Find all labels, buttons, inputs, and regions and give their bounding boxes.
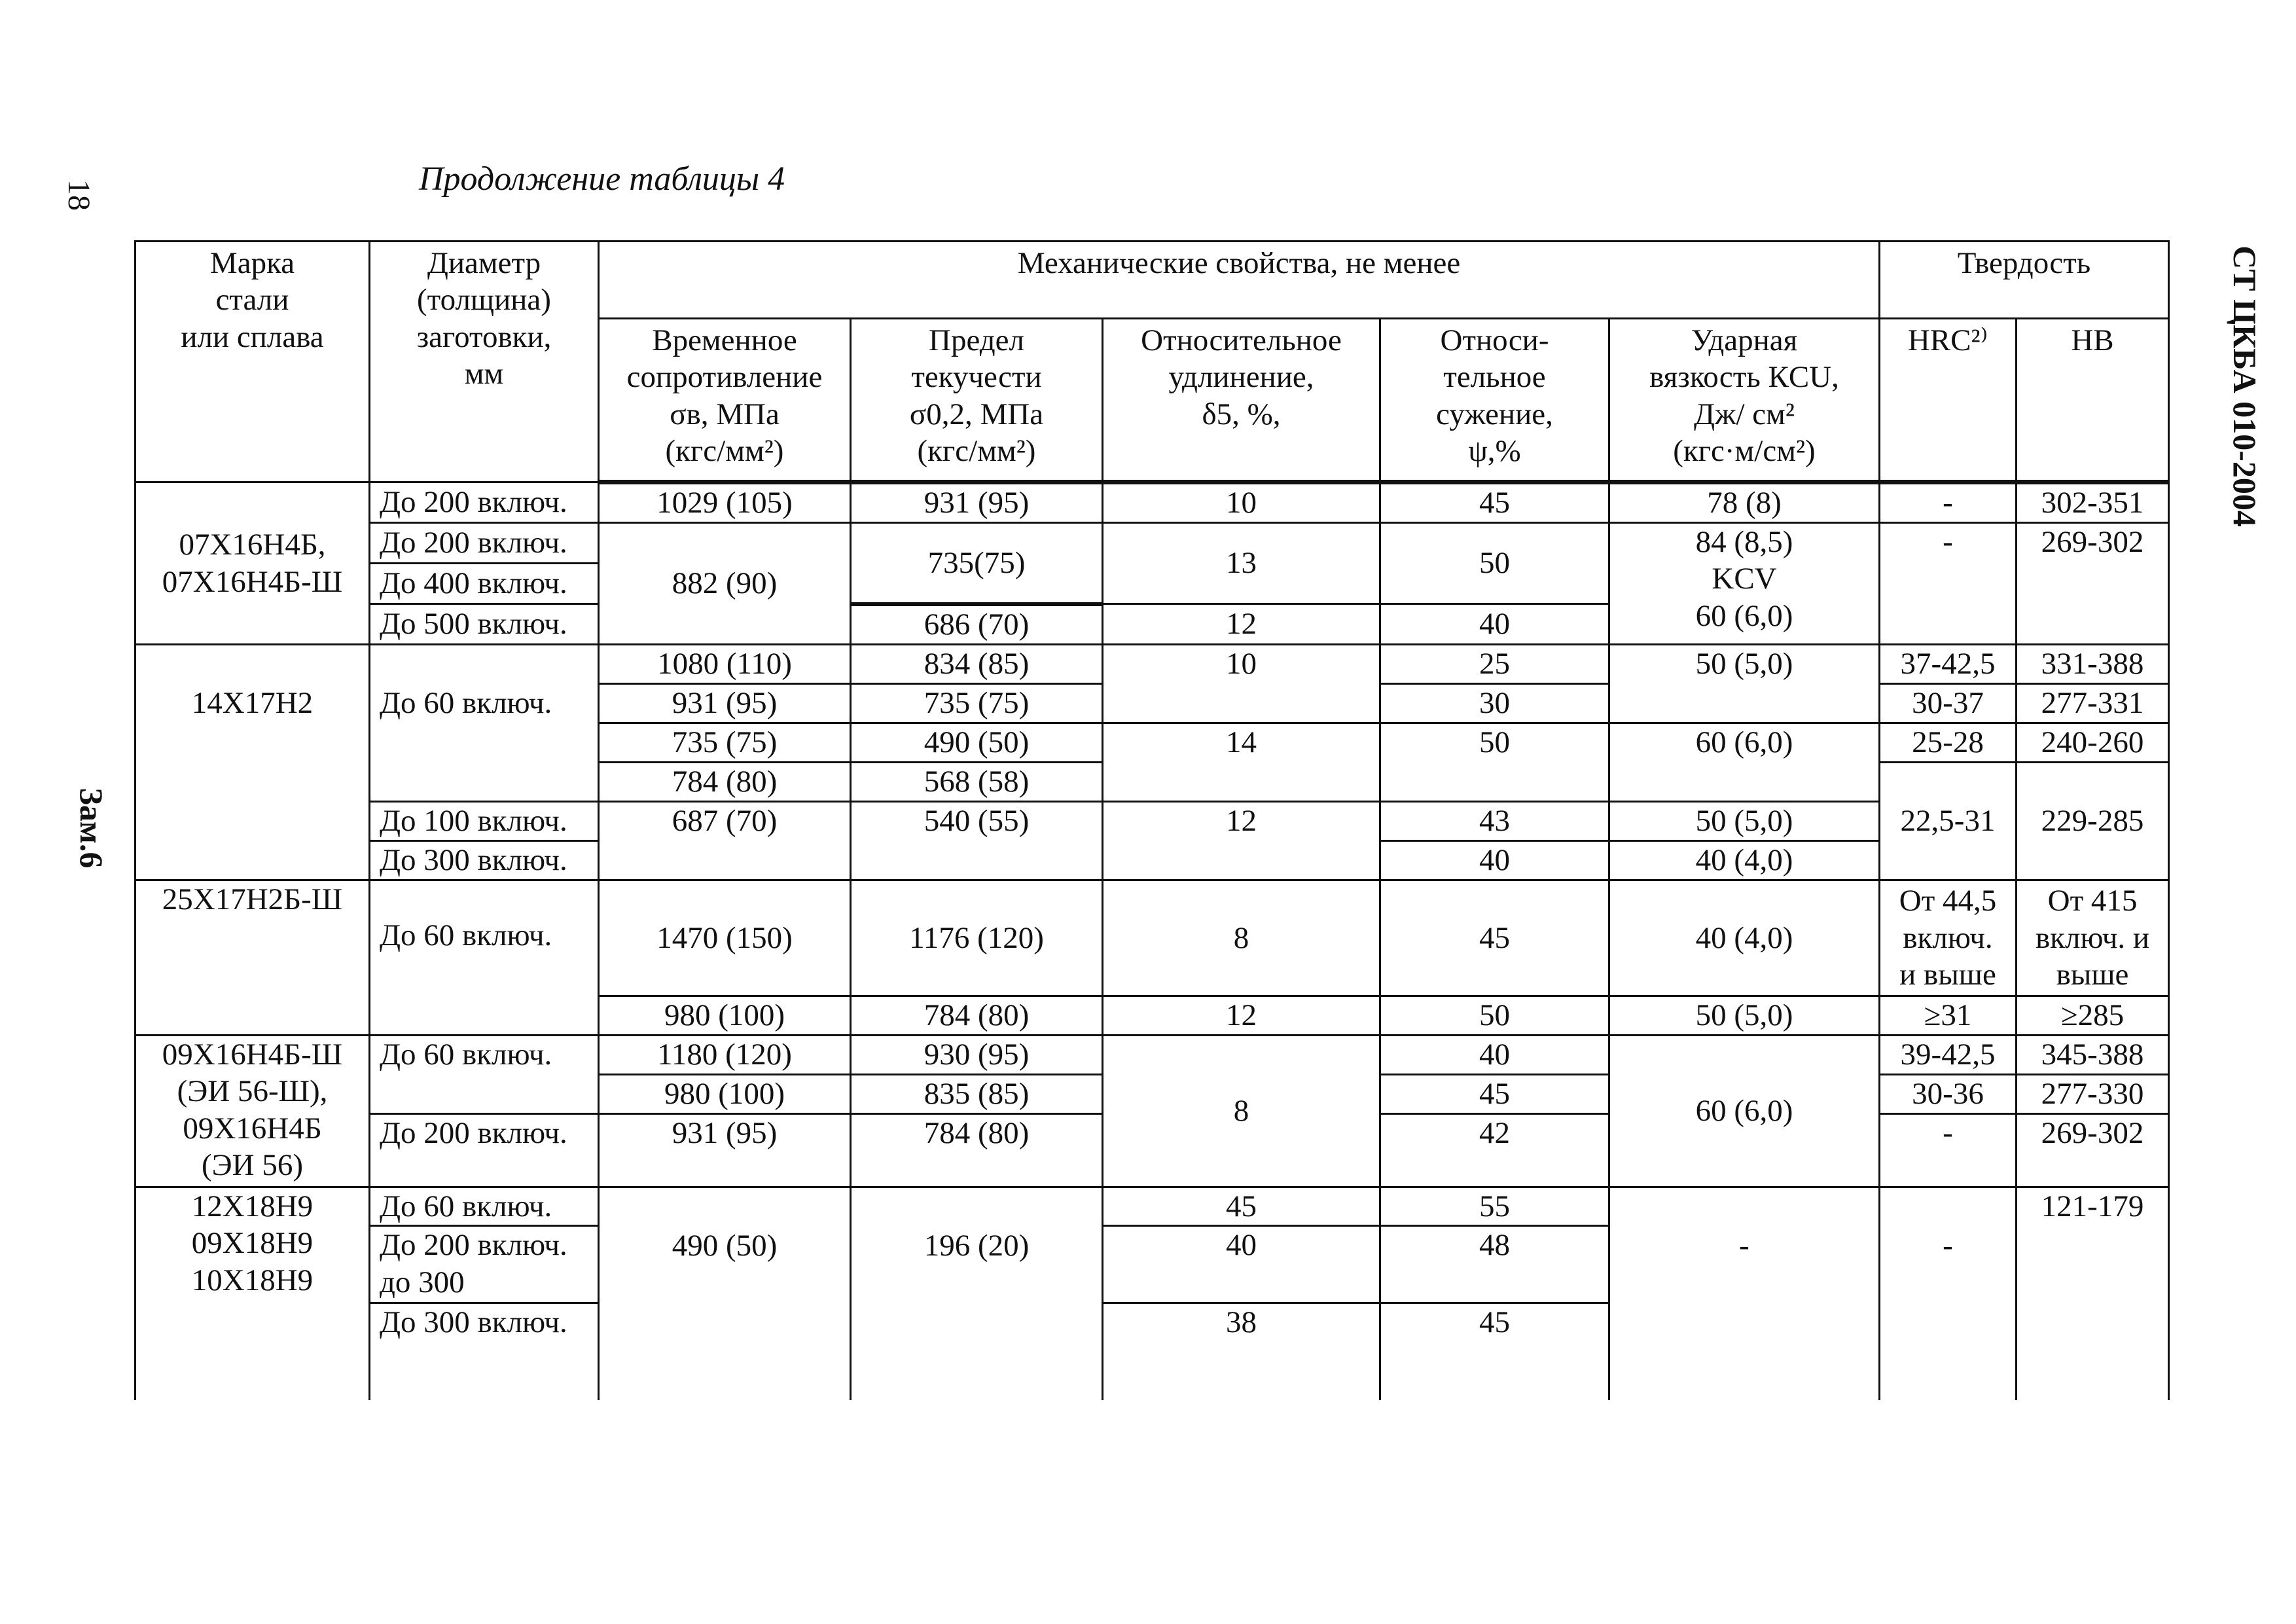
impact-cell: 60 (6,0) [1609, 723, 1880, 802]
grade-cell: 25Х17Н2Б-Ш [135, 880, 370, 1036]
yield-cell: 784 (80) [851, 1114, 1103, 1187]
diameter-cell: До 200 включ. [370, 482, 599, 523]
diameter-cell: До 100 включ. [370, 802, 599, 841]
hrc-cell: ≥31 [1880, 996, 2017, 1036]
impact-cell: 78 (8) [1609, 482, 1880, 523]
yield-cell: 490 (50) [851, 723, 1103, 763]
hrc-cell: 22,5-31 [1880, 763, 2017, 880]
diameter-cell: До 60 включ. [370, 645, 599, 802]
diameter-cell: До 60 включ. [370, 880, 599, 1036]
elongation-cell: 8 [1103, 880, 1380, 996]
diameter-cell: До 200 включ. [370, 1114, 599, 1187]
tensile-cell: 784 (80) [599, 763, 851, 802]
document-code: СТ ЦКБА 010-2004 [2227, 245, 2263, 527]
elongation-cell: 45 [1103, 1187, 1380, 1226]
tensile-cell: 931 (95) [599, 684, 851, 723]
hb-cell: ≥285 [2017, 996, 2169, 1036]
elongation-cell: 12 [1103, 996, 1380, 1036]
tensile-cell: 1470 (150) [599, 880, 851, 996]
elongation-cell: 40 [1103, 1226, 1380, 1303]
mechanical-properties-table [134, 240, 2170, 1400]
diameter-cell: До 500 включ. [370, 604, 599, 645]
hrc-cell: - [1880, 523, 2017, 645]
tensile-cell: 1029 (105) [599, 482, 851, 523]
reduction-cell: 40 [1380, 841, 1609, 880]
impact-cell: 40 (4,0) [1609, 880, 1880, 996]
header-elongation: Относительное удлинение, δ5, %, [1103, 319, 1380, 482]
elongation-cell: 12 [1103, 604, 1380, 645]
hb-cell: 277-331 [2017, 684, 2169, 723]
hrc-cell: От 44,5 включ. и выше [1880, 880, 2017, 996]
hb-cell: 331-388 [2017, 645, 2169, 684]
hb-cell: 302-351 [2017, 482, 2169, 523]
hrc-cell: 30-37 [1880, 684, 2017, 723]
reduction-cell: 43 [1380, 802, 1609, 841]
table-caption: Продолжение таблицы 4 [419, 160, 785, 198]
diameter-cell: До 200 включ. до 300 [370, 1226, 599, 1303]
elongation-cell: 13 [1103, 523, 1380, 604]
impact-cell: 84 (8,5) KCV 60 (6,0) [1609, 523, 1880, 645]
impact-cell: 50 (5,0) [1609, 996, 1880, 1036]
tensile-cell: 931 (95) [599, 1114, 851, 1187]
impact-cell: - [1609, 1187, 1880, 1400]
hrc-cell: 30-36 [1880, 1075, 2017, 1114]
reduction-cell: 45 [1380, 1075, 1609, 1114]
tensile-cell: 1180 (120) [599, 1036, 851, 1075]
elongation-cell: 10 [1103, 482, 1380, 523]
diameter-cell: До 300 включ. [370, 841, 599, 880]
grade-cell: 09Х16Н4Б-Ш (ЭИ 56-Ш), 09Х16Н4Б (ЭИ 56) [135, 1036, 370, 1187]
reduction-cell: 45 [1380, 880, 1609, 996]
header-steel-grade: Марка стали или сплава [135, 242, 370, 482]
hrc-cell: - [1880, 1187, 2017, 1400]
hb-cell: 345-388 [2017, 1036, 2169, 1075]
reduction-cell: 48 [1380, 1226, 1609, 1303]
reduction-cell: 55 [1380, 1187, 1609, 1226]
tensile-cell: 1080 (110) [599, 645, 851, 684]
reduction-cell: 40 [1380, 1036, 1609, 1075]
yield-cell: 540 (55) [851, 802, 1103, 880]
header-tensile-strength: Временное сопротивление σв, МПа (кгс/мм²) [599, 319, 851, 482]
hrc-cell: 37-42,5 [1880, 645, 2017, 684]
header-hrc: HRC²⁾ [1880, 319, 2017, 482]
grade-cell: 12Х18Н9 09Х18Н9 10Х18Н9 [135, 1187, 370, 1400]
hrc-cell: 25-28 [1880, 723, 2017, 763]
hb-cell: 277-330 [2017, 1075, 2169, 1114]
grade-cell: 14Х17Н2 [135, 645, 370, 880]
yield-cell: 686 (70) [851, 604, 1103, 645]
yield-cell: 835 (85) [851, 1075, 1103, 1114]
reduction-cell: 45 [1380, 1303, 1609, 1400]
diameter-cell: До 200 включ. [370, 523, 599, 564]
yield-cell: 568 (58) [851, 763, 1103, 802]
properties-table-container [134, 240, 2170, 1400]
page-number: 18 [62, 179, 96, 211]
reduction-cell: 50 [1380, 723, 1609, 802]
header-diameter: Диаметр (толщина) заготовки, мм [370, 242, 599, 482]
yield-cell: 784 (80) [851, 996, 1103, 1036]
revision-mark: Зам.6 [73, 787, 110, 869]
header-hb: НВ [2017, 319, 2169, 482]
reduction-cell: 42 [1380, 1114, 1609, 1187]
impact-cell: 60 (6,0) [1609, 1036, 1880, 1187]
impact-cell: 50 (5,0) [1609, 645, 1880, 723]
tensile-cell: 882 (90) [599, 523, 851, 645]
tensile-cell: 735 (75) [599, 723, 851, 763]
reduction-cell: 45 [1380, 482, 1609, 523]
header-reduction-of-area: Относи- тельное сужение, ψ,% [1380, 319, 1609, 482]
impact-cell: 40 (4,0) [1609, 841, 1880, 880]
grade-cell: 07Х16Н4Б, 07Х16Н4Б-Ш [135, 482, 370, 645]
header-hardness: Твердость [1880, 242, 2169, 319]
hrc-cell: - [1880, 1114, 2017, 1187]
reduction-cell: 50 [1380, 996, 1609, 1036]
header-yield-strength: Предел текучести σ0,2, МПа (кгс/мм²) [851, 319, 1103, 482]
diameter-cell: До 400 включ. [370, 564, 599, 604]
yield-cell: 834 (85) [851, 645, 1103, 684]
tensile-cell: 687 (70) [599, 802, 851, 880]
hb-cell: 121-179 [2017, 1187, 2169, 1400]
reduction-cell: 50 [1380, 523, 1609, 604]
hb-cell: От 415 включ. и выше [2017, 880, 2169, 996]
yield-cell: 196 (20) [851, 1187, 1103, 1400]
hrc-cell: - [1880, 482, 2017, 523]
header-impact-toughness: Ударная вязкость КCU, Дж/ см² (кгс·м/см²) [1609, 319, 1880, 482]
elongation-cell: 38 [1103, 1303, 1380, 1400]
tensile-cell: 980 (100) [599, 1075, 851, 1114]
elongation-cell: 14 [1103, 723, 1380, 802]
hb-cell: 229-285 [2017, 763, 2169, 880]
yield-cell: 1176 (120) [851, 880, 1103, 996]
diameter-cell: До 60 включ. [370, 1187, 599, 1226]
elongation-cell: 10 [1103, 645, 1380, 723]
hb-cell: 269-302 [2017, 1114, 2169, 1187]
diameter-cell: До 300 включ. [370, 1303, 599, 1400]
yield-cell: 735(75) [851, 523, 1103, 604]
impact-cell: 50 (5,0) [1609, 802, 1880, 841]
reduction-cell: 40 [1380, 604, 1609, 645]
elongation-cell: 12 [1103, 802, 1380, 880]
yield-cell: 930 (95) [851, 1036, 1103, 1075]
yield-cell: 735 (75) [851, 684, 1103, 723]
yield-cell: 931 (95) [851, 482, 1103, 523]
reduction-cell: 30 [1380, 684, 1609, 723]
header-mechanical-properties: Механические свойства, не менее [599, 242, 1880, 319]
hb-cell: 269-302 [2017, 523, 2169, 645]
hrc-cell: 39-42,5 [1880, 1036, 2017, 1075]
reduction-cell: 25 [1380, 645, 1609, 684]
elongation-cell: 8 [1103, 1036, 1380, 1187]
hb-cell: 240-260 [2017, 723, 2169, 763]
tensile-cell: 490 (50) [599, 1187, 851, 1400]
tensile-cell: 980 (100) [599, 996, 851, 1036]
diameter-cell: До 60 включ. [370, 1036, 599, 1114]
